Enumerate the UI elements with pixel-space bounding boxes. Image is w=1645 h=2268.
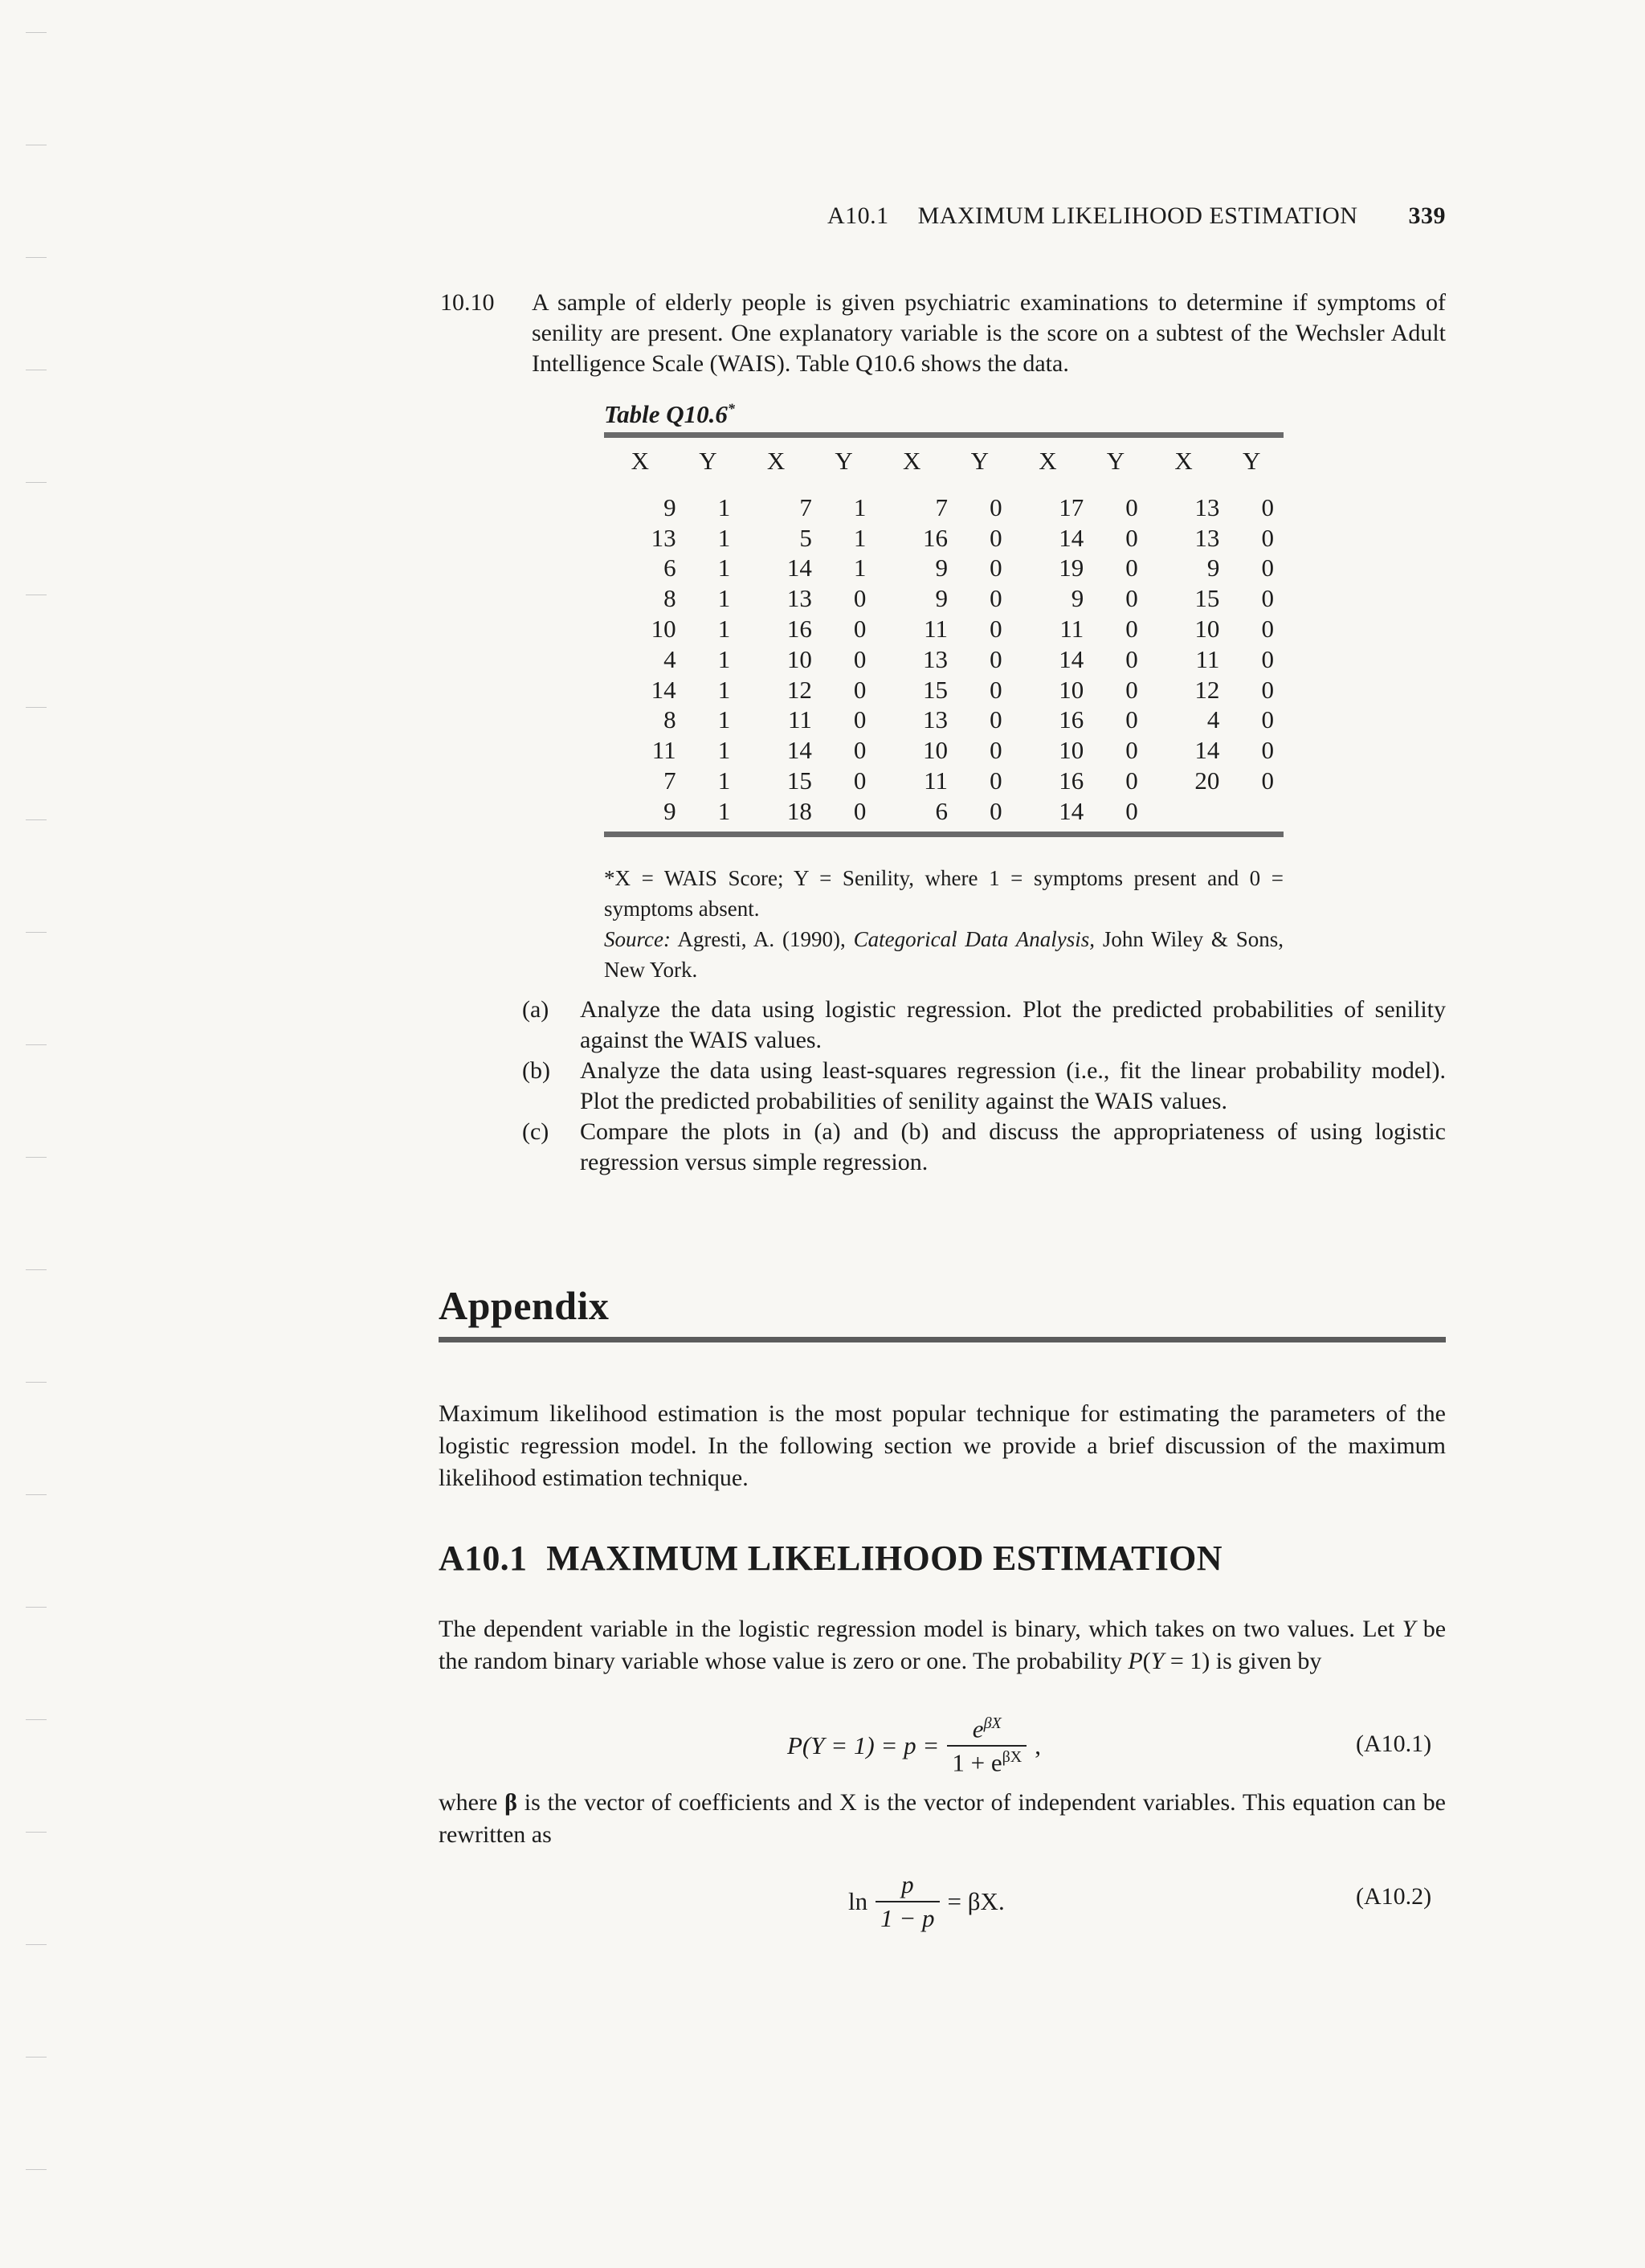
section-paragraph-1	[439, 1613, 1446, 1678]
table-cell: 0	[990, 705, 1002, 734]
table-cell: 0	[853, 644, 867, 673]
equation-a10-1	[787, 1710, 1041, 1782]
table-cell: 0	[990, 523, 1002, 552]
table-cell: 0	[853, 705, 867, 734]
table-cell: 16	[1059, 705, 1084, 734]
table-row	[604, 735, 1284, 766]
table-cell: 0	[1125, 705, 1138, 734]
table-cell	[1148, 796, 1220, 827]
table-caption-mark: *	[727, 400, 735, 417]
table-cell: 15	[923, 675, 949, 704]
footnote-source	[604, 924, 1284, 985]
table-cell: 14	[1059, 796, 1084, 825]
table-cell: 0	[1261, 492, 1274, 521]
column-header: Y	[970, 447, 989, 475]
math-var: β	[504, 1789, 517, 1816]
table-cell: 0	[1125, 736, 1138, 765]
eq2-numerator: p	[901, 1870, 914, 1898]
part-label: (a)	[522, 996, 549, 1023]
eq2-rhs: = βX.	[947, 1887, 1005, 1915]
table-bottom-rule	[604, 832, 1284, 837]
table-cell: 10	[1194, 615, 1220, 644]
math-var: P	[1128, 1648, 1143, 1674]
table-cell: 16	[1059, 766, 1084, 795]
table-cell: 1	[717, 766, 731, 795]
eq2-ln: ln	[848, 1887, 868, 1915]
table-cell: 0	[1261, 644, 1274, 673]
table-cell: 1	[717, 736, 731, 765]
table-cell: 4	[1206, 705, 1220, 734]
table-row	[604, 614, 1284, 644]
table-cell: 0	[1261, 554, 1274, 582]
table-row	[604, 705, 1284, 736]
table-cell: 10	[786, 644, 812, 673]
equation-number-1: (A10.1)	[1356, 1731, 1432, 1757]
table-cell: 1	[717, 584, 731, 613]
table-cell: 11	[651, 736, 676, 765]
table-cell: 13	[923, 644, 949, 673]
table-cell: 7	[663, 766, 676, 795]
table-cell: 16	[786, 615, 812, 644]
equation-a10-2	[848, 1865, 1005, 1938]
part-text: Analyze the data using logistic regression. Plot the predicted probabilities of senility against the WAIS values.	[580, 996, 1446, 1053]
table-cell: 13	[651, 523, 676, 552]
column-header: X	[903, 447, 921, 475]
part-b	[522, 1056, 1446, 1117]
table-row	[604, 583, 1284, 614]
table-cell: 9	[1206, 554, 1220, 582]
table-cell: 0	[1261, 615, 1274, 644]
binding-margin	[0, 0, 56, 2268]
para-text: (	[1142, 1648, 1151, 1674]
running-head-section: A10.1	[827, 202, 889, 229]
table-cell: 1	[853, 554, 867, 582]
table-cell: 10	[1059, 736, 1084, 765]
table-cell: 13	[786, 584, 812, 613]
table-cell: 15	[786, 766, 812, 795]
source-book: Categorical Data Analysis,	[853, 927, 1095, 951]
eq1-denominator: $1 + e^{\beta X}$	[952, 1748, 1023, 1777]
table-cell: 17	[1059, 492, 1084, 521]
table-row	[604, 766, 1284, 796]
table-cell: 0	[1261, 675, 1274, 704]
table-cell: 8	[663, 705, 676, 734]
eq2-fraction	[876, 1870, 939, 1933]
eq2-denominator: 1 − p	[880, 1904, 935, 1932]
table-cell: 9	[1071, 584, 1084, 613]
table-top-rule	[604, 432, 1284, 438]
page-number: 339	[1408, 202, 1446, 229]
table-cell: 11	[924, 615, 949, 644]
table-cell: 12	[786, 675, 812, 704]
table-cell: 10	[923, 736, 949, 765]
table-cell: 0	[1125, 675, 1138, 704]
table-cell: 1	[717, 615, 731, 644]
table-cell: 15	[1194, 584, 1220, 613]
table-cell: 14	[786, 736, 812, 765]
source-publisher: John Wiley & Sons, New York.	[604, 927, 1284, 982]
problem-text: A sample of elderly people is given psychiatric examinations to determine if symptoms of senility are present. One explanatory variable is the score on a subtest of the Wechsler Adult Intelligence Scale (WAIS). Table Q10.6 shows the data.	[532, 289, 1446, 377]
eq1-lhs: P(Y = 1) = p =	[787, 1731, 940, 1759]
table-cell: 18	[786, 796, 812, 825]
para-text: The dependent variable in the logistic regression model is binary, which takes on two values. Let	[439, 1616, 1395, 1642]
section-heading	[439, 1538, 1223, 1579]
math-var: Y	[1150, 1648, 1165, 1674]
table-cell: 11	[787, 705, 812, 734]
table-cell: 0	[1261, 766, 1274, 795]
table-header-row	[604, 438, 1284, 484]
table-cell: 0	[1261, 705, 1274, 734]
table-cell: 0	[990, 492, 1002, 521]
table-cell: 1	[717, 492, 731, 521]
table-cell: 0	[990, 554, 1002, 582]
table-cell: 1	[717, 554, 731, 582]
source-label: Source:	[604, 927, 671, 951]
table-cell: 10	[651, 615, 676, 644]
table-body	[604, 484, 1284, 827]
column-header: X	[766, 447, 786, 475]
table-cell: 14	[1059, 523, 1084, 552]
para-text: be the random binary variable whose value is zero or one. The probability	[439, 1616, 1447, 1674]
table-cell: 1	[853, 492, 867, 521]
table-cell: 11	[1195, 644, 1220, 673]
table-cell: 20	[1194, 766, 1220, 795]
table-cell: 1	[717, 796, 731, 825]
table-cell: 8	[663, 584, 676, 613]
table-cell: 0	[990, 736, 1002, 765]
table-cell: 13	[1194, 492, 1220, 521]
table-cell: 0	[1125, 796, 1138, 825]
part-label: (c)	[522, 1118, 549, 1145]
table-cell: 0	[1125, 644, 1138, 673]
table-cell: 0	[990, 675, 1002, 704]
table-row	[604, 644, 1284, 675]
table-cell: 0	[1125, 492, 1138, 521]
table-cell: 16	[923, 523, 949, 552]
table-cell: 0	[853, 675, 867, 704]
table-caption-text: Table Q10.6	[604, 400, 728, 428]
table-cell: 9	[935, 584, 949, 613]
table-cell: 0	[853, 615, 867, 644]
table-cell: 7	[935, 492, 949, 521]
section-title: MAXIMUM LIKELIHOOD ESTIMATION	[546, 1539, 1223, 1578]
table-cell: 13	[923, 705, 949, 734]
table-caption	[604, 400, 735, 429]
table-cell: 5	[799, 523, 812, 552]
table-footnote	[604, 863, 1284, 985]
table-cell: 0	[990, 766, 1002, 795]
column-header: Y	[835, 447, 853, 475]
appendix-rule	[439, 1337, 1446, 1342]
table-cell: 12	[1194, 675, 1220, 704]
table-row	[604, 484, 1284, 523]
eq1-fraction	[947, 1714, 1027, 1778]
running-head-title: MAXIMUM LIKELIHOOD ESTIMATION	[917, 202, 1358, 229]
table-cell: 9	[663, 796, 676, 825]
table-cell: 0	[990, 796, 1002, 825]
table-cell: 14	[1059, 644, 1084, 673]
table-cell: 1	[717, 705, 731, 734]
table-cell: 14	[786, 554, 812, 582]
table-cell: 0	[853, 796, 867, 825]
math-var: Y	[1402, 1616, 1416, 1642]
table-cell: 6	[663, 554, 676, 582]
table-cell: 0	[990, 644, 1002, 673]
column-header: X	[1174, 447, 1193, 475]
column-header: X	[1039, 447, 1057, 475]
equation-number-2: (A10.2)	[1356, 1883, 1432, 1910]
running-head	[827, 202, 1446, 230]
table-cell: 1	[717, 644, 731, 673]
table-cell: 14	[651, 675, 676, 704]
table-cell: 0	[990, 584, 1002, 613]
column-header: X	[631, 447, 650, 475]
table-cell	[1219, 796, 1284, 827]
problem-10-10	[440, 288, 1446, 379]
table-cell: 4	[663, 644, 676, 673]
table-cell: 0	[1261, 584, 1274, 613]
data-table	[604, 432, 1284, 837]
eq1-numerator: $e^{\beta X}$	[972, 1714, 1002, 1743]
part-label: (b)	[522, 1057, 550, 1084]
table-cell: 1	[717, 523, 731, 552]
source-author: Agresti, A. (1990),	[677, 927, 846, 951]
table-cell: 1	[717, 675, 731, 704]
part-c	[522, 1117, 1446, 1178]
table-cell: 0	[1261, 523, 1274, 552]
table-cell: 1	[853, 523, 867, 552]
table-cell: 0	[1125, 523, 1138, 552]
table-cell: 0	[853, 736, 867, 765]
part-a	[522, 995, 1446, 1056]
table-cell: 7	[799, 492, 812, 521]
table-cell: 19	[1059, 554, 1084, 582]
para-text: where	[439, 1789, 498, 1816]
table-row	[604, 675, 1284, 705]
footnote-definition: *X = WAIS Score; Y = Senility, where 1 = symptoms present and 0 = symptoms absent.	[604, 866, 1284, 921]
section-paragraph-2	[439, 1787, 1446, 1851]
table-cell: 11	[924, 766, 949, 795]
table-row	[604, 523, 1284, 554]
appendix-title: Appendix	[439, 1283, 610, 1328]
table-grid	[604, 438, 1284, 827]
table-cell: 10	[1059, 675, 1084, 704]
eq1-trail: ,	[1035, 1731, 1041, 1759]
table-cell: 0	[853, 766, 867, 795]
appendix-intro: Maximum likelihood estimation is the most popular technique for estimating the parameters of the logistic regression model. In the following section we provide a brief discussion of the maximum likelihood estimation technique.	[439, 1400, 1446, 1491]
table-cell: 9	[663, 492, 676, 521]
para-text: is the vector of coefficients and X is the vector of independent variables. This equation can be rewritten as	[439, 1789, 1446, 1848]
table-row	[604, 796, 1284, 827]
table-cell: 0	[990, 615, 1002, 644]
table-cell: 0	[1261, 736, 1274, 765]
table-cell: 0	[1125, 584, 1138, 613]
table-cell: 0	[853, 584, 867, 613]
column-header: Y	[699, 447, 717, 475]
para-text: = 1) is given by	[1164, 1648, 1322, 1674]
table-cell: 6	[935, 796, 949, 825]
table-cell: 9	[935, 554, 949, 582]
problem-number: 10.10	[440, 289, 495, 316]
table-cell: 11	[1059, 615, 1084, 644]
table-cell: 13	[1194, 523, 1220, 552]
part-text: Analyze the data using least-squares regression (i.e., fit the linear probability model). Plot the predicted probabilities of senility against the WAIS values.	[580, 1057, 1446, 1114]
table-row	[604, 554, 1284, 584]
column-header: Y	[1106, 447, 1125, 475]
table-cell: 14	[1194, 736, 1220, 765]
table-cell: 0	[1125, 766, 1138, 795]
section-number: A10.1	[439, 1539, 528, 1578]
table-cell: 0	[1125, 615, 1138, 644]
part-text: Compare the plots in (a) and (b) and discuss the appropriateness of using logistic regression versus simple regression.	[580, 1118, 1446, 1175]
column-header: Y	[1243, 447, 1261, 475]
table-cell: 0	[1125, 554, 1138, 582]
problem-parts	[522, 995, 1446, 1178]
